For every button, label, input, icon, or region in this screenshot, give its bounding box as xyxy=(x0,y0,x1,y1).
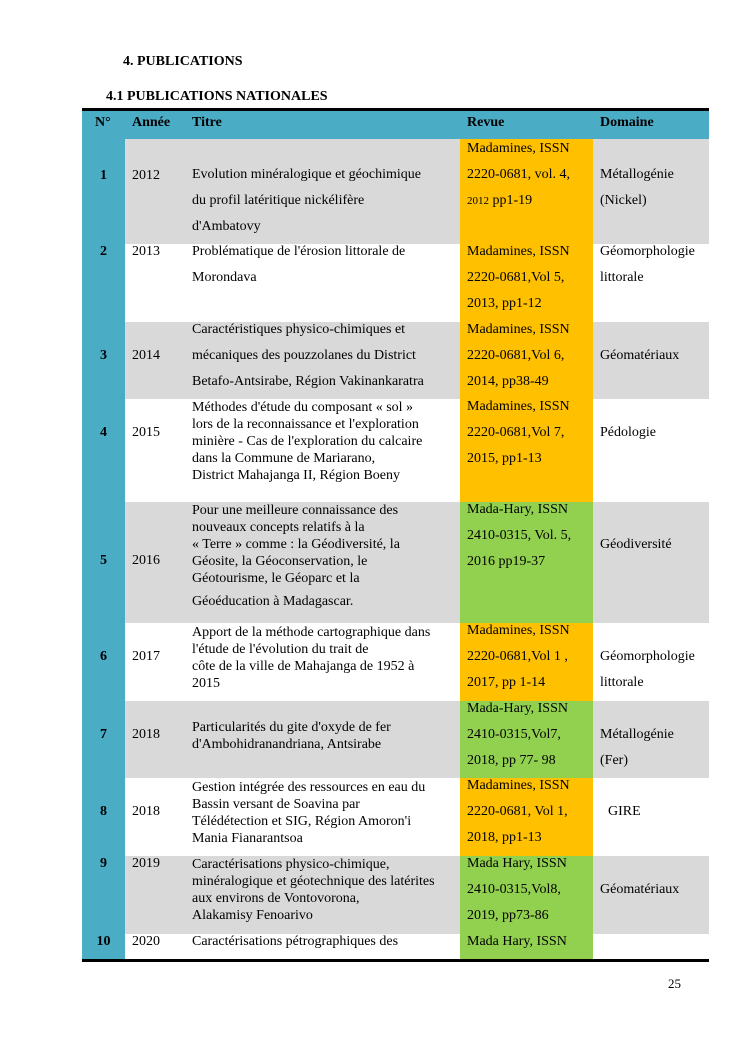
row-title: Gestion intégrée des ressources en eau du Bassin versant de Soavina par Télédétection et SIG, Région Amoron'i Mania Fianarantsoa xyxy=(192,780,426,846)
section-heading: 4. PUBLICATIONS xyxy=(123,54,243,69)
table-row xyxy=(82,244,709,322)
row-title: Caractérisations physico-chimique, minéralogique et géotechnique des latérites aux environs de Vontovorona, Alakamisy Fenoarivo xyxy=(192,857,435,923)
row-domaine: Géodiversité xyxy=(600,537,672,552)
row-year: 2020 xyxy=(132,934,160,949)
row-revue: Madamines, ISSN 2220-0681, vol. 4, 2012 pp1-19 xyxy=(467,141,571,208)
row-revue: Madamines, ISSN 2220-0681,Vol 1 , 2017, pp 1-14 xyxy=(467,623,570,690)
page-number: 25 xyxy=(668,976,681,991)
row-number: 6 xyxy=(100,649,107,664)
row-title: Pour une meilleure connaissance des nouveaux concepts relatifs à la « Terre » comme : la Géodiversité, la Géosite, la Géoconservation, le Géotourisme, le Géoparc et la Géoéducation à Madagascar. xyxy=(192,503,400,609)
row-number: 7 xyxy=(100,727,107,742)
row-year: 2016 xyxy=(132,553,160,568)
row-revue: Mada Hary, ISSN xyxy=(467,934,567,949)
publications-table xyxy=(82,108,709,962)
row-domaine: Géomatériaux xyxy=(600,882,680,897)
row-domaine: Pédologie xyxy=(600,425,656,440)
row-domaine: Géomatériaux xyxy=(600,348,680,363)
row-year: 2019 xyxy=(132,856,160,871)
table-row xyxy=(82,502,709,623)
table-row xyxy=(82,623,709,701)
row-year: 2018 xyxy=(132,727,160,742)
table-row xyxy=(82,701,709,778)
table-header xyxy=(82,111,709,139)
row-domaine: Géomorphologie littorale xyxy=(600,244,695,285)
header-domaine: Domaine xyxy=(600,115,654,130)
table-row xyxy=(82,934,709,959)
row-number: 9 xyxy=(100,856,107,871)
row-domaine: Géomorphologie littorale xyxy=(600,649,695,690)
row-year: 2015 xyxy=(132,425,160,440)
table-row xyxy=(82,778,709,856)
row-title: Evolution minéralogique et géochimique du profil latéritique nickélifère d'Ambatovy xyxy=(192,167,421,234)
row-year: 2013 xyxy=(132,244,160,259)
header-number: N° xyxy=(95,115,111,130)
row-year: 2012 xyxy=(132,168,160,183)
row-number: 5 xyxy=(100,553,107,568)
table-row xyxy=(82,139,709,244)
row-title: Caractérisations pétrographiques des xyxy=(192,934,399,949)
table-row xyxy=(82,399,709,502)
table-row xyxy=(82,856,709,934)
row-number: 10 xyxy=(96,934,111,949)
row-number: 1 xyxy=(100,168,107,183)
row-domaine: Métallogénie (Fer) xyxy=(600,727,674,768)
row-number: 3 xyxy=(100,348,107,363)
row-revue: Madamines, ISSN 2220-0681,Vol 6, 2014, pp38-49 xyxy=(467,322,570,389)
table-bottom-rule xyxy=(82,959,709,962)
header-revue: Revue xyxy=(467,115,505,130)
row-revue: Mada-Hary, ISSN 2410-0315,Vol7, 2018, pp 77- 98 xyxy=(467,701,568,768)
row-year: 2017 xyxy=(132,649,160,664)
row-title: Particularités du gite d'oxyde de fer d'Ambohidranandriana, Antsirabe xyxy=(192,720,391,752)
row-revue: Mada Hary, ISSN 2410-0315,Vol8, 2019, pp73-86 xyxy=(467,856,567,923)
row-revue: Madamines, ISSN 2220-0681, Vol 1, 2018, pp1-13 xyxy=(467,778,570,845)
row-title: Méthodes d'étude du composant « sol » lors de la reconnaissance et l'exploration minière - Cas de l'exploration du calcaire dans la Commune de Mariarano, District Mahajanga II, Région Boeny xyxy=(192,400,423,483)
row-number: 2 xyxy=(100,244,107,259)
row-domaine: GIRE xyxy=(608,804,641,819)
row-number: 4 xyxy=(100,425,107,440)
row-number: 8 xyxy=(100,804,107,819)
header-title: Titre xyxy=(192,115,222,130)
row-revue: Madamines, ISSN 2220-0681,Vol 5, 2013, pp1-12 xyxy=(467,244,570,311)
row-revue: Mada-Hary, ISSN 2410-0315, Vol. 5, 2016 pp19-37 xyxy=(467,502,572,569)
header-year: Année xyxy=(132,115,171,130)
row-title: Apport de la méthode cartographique dans l'étude de l'évolution du trait de côte de la ville de Mahajanga de 1952 à 2015 xyxy=(192,625,431,691)
row-title: Caractéristiques physico-chimiques et mécaniques des pouzzolanes du District Betafo-Antsirabe, Région Vakinankaratra xyxy=(192,322,424,389)
row-year: 2018 xyxy=(132,804,160,819)
row-year: 2014 xyxy=(132,348,160,363)
row-title: Problématique de l'érosion littorale de Morondava xyxy=(192,244,406,285)
row-revue: Madamines, ISSN 2220-0681,Vol 7, 2015, pp1-13 xyxy=(467,399,570,466)
subsection-heading: 4.1 PUBLICATIONS NATIONALES xyxy=(106,89,328,104)
table-row xyxy=(82,322,709,399)
row-domaine: Métallogénie (Nickel) xyxy=(600,167,674,208)
